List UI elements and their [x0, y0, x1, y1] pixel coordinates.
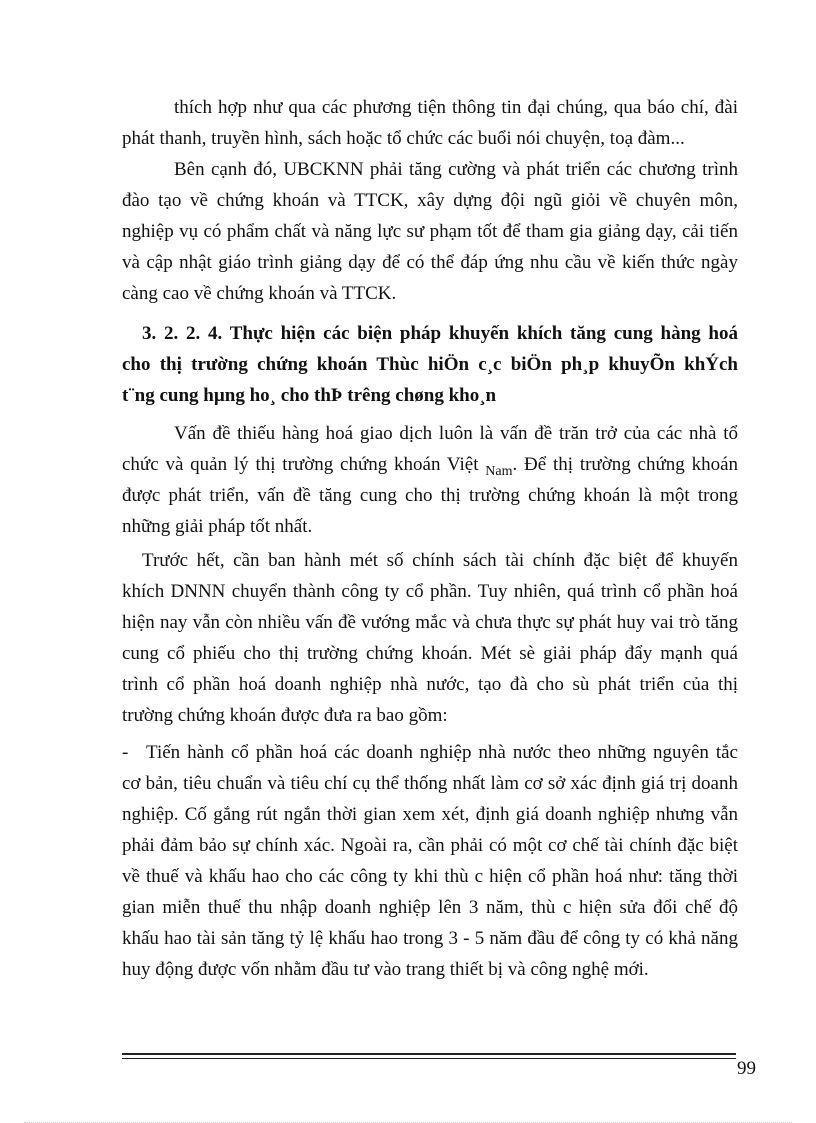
text-run: chức và quản lý thị trường chứng khoán Việt	[122, 454, 486, 475]
paragraph-line: đào tạo về chứng khoán và TTCK, xây dựng đội ngũ giỏi về chuyên môn,	[122, 190, 738, 211]
bullet-line: gian miễn thuế thu nhập doanh nghiệp lên 3 năm, thù c hiện sửa đổi chế độ	[122, 897, 738, 918]
paragraph-equitization	[122, 545, 738, 731]
paragraph-line: cung cổ phiếu cho thị trường chứng khoán. Mét sè giải pháp đẩy mạnh quá	[122, 643, 738, 664]
paragraph-line: và cập nhật giáo trình giảng dạy để có thể đáp ứng nhu cầu về kiến thức ngày	[122, 252, 738, 273]
paragraph-line: thích hợp như qua các phương tiện thông tin đại chúng, qua báo chí, đài	[174, 97, 738, 118]
paragraph-line: được phát triển, vấn đề tăng cung cho thị trường chứng khoán là một trong	[122, 485, 738, 506]
text-run-subscript: Nam	[485, 464, 513, 479]
heading-line: 3. 2. 2. 4. Thực hiện các biện pháp khuyến khích tăng cung hàng hoá	[142, 323, 738, 344]
bullet-line: phải đảm bảo sự chính xác. Ngoài ra, cần phải có một cơ chế tài chính đặc biệt	[122, 835, 738, 856]
paragraph-supply-shortage	[122, 418, 738, 542]
paragraph-line: nghiệp vụ có phẩm chất và năng lực sư phạm tốt để tham gia giảng dạy, cải tiến	[122, 221, 738, 242]
paragraph-line: Vấn đề thiếu hàng hoá giao dịch luôn là vấn đề trăn trở của các nhà tổ	[174, 423, 738, 444]
paragraph-line: Trước hết, cần ban hành mét số chính sách tài chính đặc biệt để khuyến	[142, 550, 738, 571]
paragraph-line	[122, 449, 738, 480]
bullet-first-line	[122, 737, 738, 768]
paragraph-line: trình cổ phần hoá doanh nghiệp nhà nước, tạo đà cho sù phát triển của thị	[122, 674, 738, 695]
bullet-item	[122, 737, 738, 985]
text-run: . Để thị trường chứng khoán	[512, 454, 739, 475]
paragraph-line: Bên cạnh đó, UBCKNN phải tăng cường và phát triển các chương trình	[174, 159, 738, 180]
bullet-dash: -	[122, 742, 129, 763]
bullet-line: cơ bản, tiêu chuẩn và tiêu chí cụ thể thống nhất làm cơ sở xác định giá trị doanh	[122, 773, 738, 794]
bullet-line: huy động được vốn nhằm đầu tư vào trang thiết bị và công nghệ mới.	[122, 959, 649, 980]
heading-line: t¨ng cung hµng ho¸ cho thÞ trêng chøng kho¸n	[122, 385, 497, 406]
bullet-line: Tiến hành cổ phần hoá các doanh nghiệp nhà nước theo những nguyên tắc	[146, 742, 738, 763]
heading-line: cho thị trường chứng khoán Thùc hiÖn c¸c biÖn ph¸p khuyÕn khÝch	[122, 354, 738, 375]
paragraph-line: trường chứng khoán được đưa ra bao gồm:	[122, 705, 448, 726]
paragraph-line: những giải pháp tốt nhất.	[122, 516, 313, 537]
section-heading	[122, 318, 738, 411]
paragraph-media	[122, 92, 738, 154]
paragraph-line: khích DNNN chuyển thành công ty cổ phần. Tuy nhiên, quá trình cổ phần hoá	[122, 581, 738, 602]
paragraph-line: phát thanh, truyền hình, sách hoặc tổ chức các buổi nói chuyện, toạ đàm...	[122, 128, 685, 149]
paragraph-training	[122, 154, 738, 309]
bullet-line: nghiệp. Cố gắng rút ngắn thời gian xem xét, định giá doanh nghiệp nhưng vẫn	[122, 804, 738, 825]
bullet-line: khấu hao tài sản tăng tỷ lệ khấu hao trong 3 - 5 năm đầu để công ty có khả năng	[122, 928, 738, 949]
footer-rule-thin	[122, 1058, 736, 1059]
footer-rule-thick	[122, 1053, 736, 1055]
paragraph-line: hiện nay vẫn còn nhiều vấn đề vướng mắc và chưa thực sự phát huy vai trò tăng	[122, 612, 738, 633]
page-number: 99	[737, 1058, 756, 1079]
bullet-line: về thuế và khấu hao cho các công ty khi thù c hiện cổ phần hoá như: tăng thời	[122, 866, 738, 887]
paragraph-line: càng cao về chứng khoán và TTCK.	[122, 283, 397, 304]
